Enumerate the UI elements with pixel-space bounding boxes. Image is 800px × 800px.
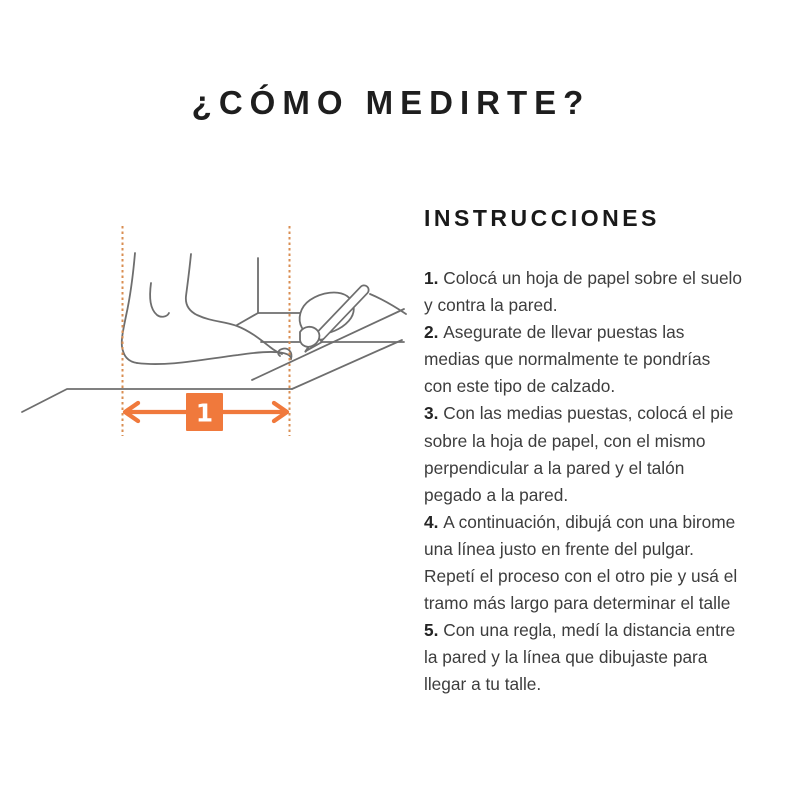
instruction-line: llegar a tu talle.	[424, 674, 542, 695]
measure-step-number: 1	[195, 398, 214, 428]
page-title: ¿CÓMO MEDIRTE?	[191, 84, 591, 121]
instruction-line: 1. Colocá un hoja de papel sobre el suelo	[424, 268, 743, 288]
instruction-line: la pared y la línea que dibujaste para	[424, 647, 708, 668]
instruction-line: y contra la pared.	[424, 295, 558, 316]
instruction-line: con este tipo de calzado.	[424, 376, 616, 397]
instruction-line: 2. Asegurate de llevar puestas las	[424, 322, 685, 343]
instruction-line: pegado a la pared.	[424, 484, 569, 505]
instruction-line: Repetí el proceso con el otro pie y usá el	[424, 566, 738, 587]
instruction-line: medias que normalmente te pondrías	[424, 349, 711, 370]
instruction-line: 3. Con las medias puestas, colocá el pie	[424, 403, 734, 424]
foot-drawing	[122, 253, 292, 364]
foot-measurement-diagram	[10, 215, 420, 455]
instruction-line: 5. Con una regla, medí la distancia entre	[424, 620, 736, 641]
instruction-line: una línea justo en frente del pulgar.	[424, 538, 694, 559]
instruction-lines	[424, 265, 742, 699]
measure-step-badge	[186, 393, 223, 431]
instruction-line: perpendicular a la pared y el talón	[424, 457, 685, 478]
instructions-panel	[424, 205, 742, 699]
instruction-line: tramo más largo para determinar el talle	[424, 593, 731, 614]
paper-floor-lines	[22, 258, 404, 412]
instruction-line: sobre la hoja de papel, con el mismo	[424, 430, 706, 451]
instruction-line: 4. A continuación, dibujá con una birome	[424, 511, 736, 532]
instructions-heading: INSTRUCCIONES	[424, 205, 660, 231]
